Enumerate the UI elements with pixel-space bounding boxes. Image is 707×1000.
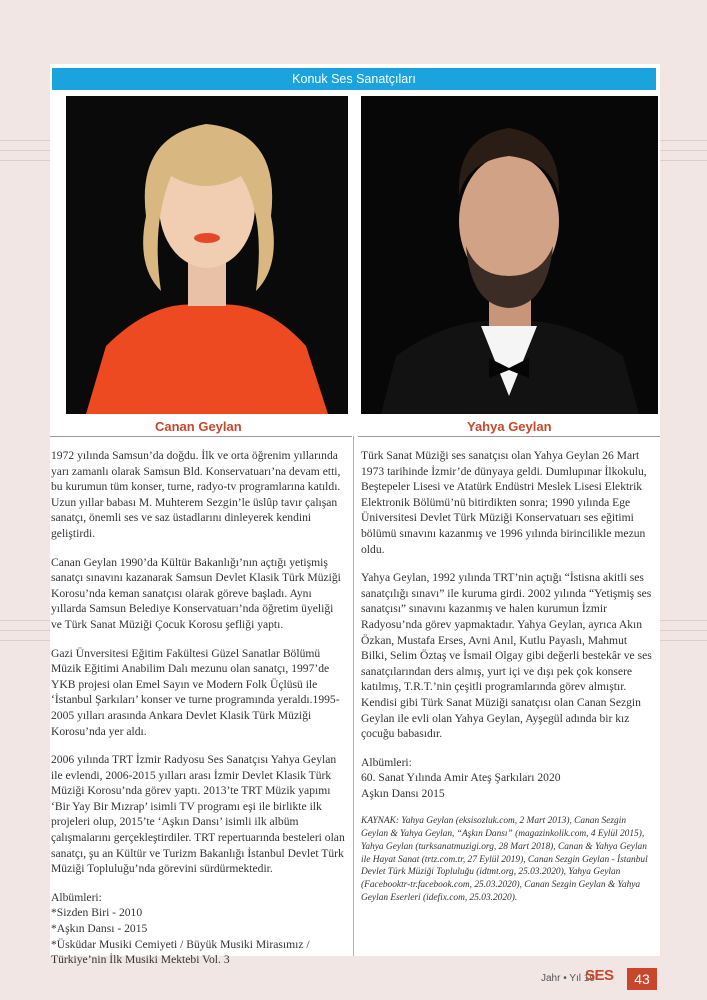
page-number: 43 (627, 968, 657, 990)
name-yahya-geylan: Yahya Geylan (467, 419, 552, 434)
biography-paragraph: Yahya Geylan, 1992 yılında TRT’nin açtığı “İstisna akitli ses sanatçılığı sınavı” ile kuruma girdi. 2002 yılında “Yetişmiş ses sanatçısı” sınavını kazanmış ve halen kurumun İzmir Radyosu’nda görev yapmaktadır. Yahya Geylan, ayrıca Akın Özkan, Mustafa Erses, Avni Anıl, Kutlu Payaslı, Mahmut Bilki, Selim Öztaş ve İsmail Olgay gibi değerli bestekâr ve ses sanatçılarından ders almış, yurt içi ve dışı pek çok konsere katılmış, T.R.T.’nin çeşitli programlarında görev almıştır. Kendisi gibi Türk Sanat Müziği sanatçısı olan Canan Sezgin Geylan ile evli olan Yahya Geylan, Ayşegül adında bir kız çocuğu babasıdır. (361, 571, 652, 741)
album-item: Aşkın Dansı 2015 (361, 786, 445, 800)
album-item: *Sizden Biri - 2010 (51, 906, 143, 920)
issue-label: Jahr • Yıl 19 (541, 973, 595, 984)
album-list (51, 890, 346, 968)
album-item: 60. Sanat Yılında Amir Ateş Şarkıları 2020 (361, 771, 561, 785)
album-heading: Albümleri: (51, 890, 102, 904)
magazine-logo (585, 967, 625, 985)
name-underline (358, 436, 660, 437)
biography-paragraph: 2006 yılında TRT İzmir Radyosu Ses Sanatçısı Yahya Geylan ile evlendi, 2006-2015 yılları arası İzmir Devlet Klasik Türk Müziği Korosu’nda görev yaptı. 2013’te TRT Müzik yapımı ‘Bir Yay Bir Mızrap’ isimli TV programı eşi ile birlikte ilk projeleri olup, 2015’te ‘Aşkın Dansı’ isimli ilk albüm çalışmalarını gerçekleştirdiler. TRT repertuarında besteleri olan sanatçı, şu an Kültür ve Turizm Bakanlığı İstanbul Devlet Türk Müziği Topluluğu’nda görevini sürdürmektedir. (51, 753, 345, 876)
biography-paragraph: Gazi Ünversitesi Eğitim Fakültesi Güzel Sanatlar Bölümü Müzik Eğitimi Anabilim Dalı mezunu olan sanatçı, 1997’de YKB projesi olan Emel Sayın ve Modern Folk Üçlüsü ile ‘İstanbul Şarkıları’ konser ve turne programında yeraldı.1995-2005 yılları arasında Ankara Devlet Klasik Türk Müziği Korosu’nda yer aldı. (51, 646, 340, 738)
biography-paragraph: Canan Geylan 1990’da Kültür Bakanlığı’nın açtığı yetişmiş sanatçı sınavını kazanarak Samsun Devlet Klasik Türk Müziği Korosu’nda keman sanatçısı olarak göreve başladı. Aynı yıllarda Samsun Belediye Konservatuarı’nda öğretim üyeliği ve Türk Sanat Müziği Çocuk Korosu şefliği yaptı. (51, 555, 341, 631)
sources-note: KAYNAK: Yahya Geylan (eksisozluk.com, 2 Mart 2013), Canan Sezgin Geylan & Yahya Geylan, “Aşkın Dansı” (magazinkolik.com, 4 Eylül 2015), Yahya Geylan (turksanatmuzigi.org, 28 Mart 2018), Canan & Yahya Geylan ile Hayat Sanat (trtz.com.tr, 27 Eylül 2019), Canan Sezgin Geylan - İstanbul Devlet Türk Müziği Topluluğu (idtmt.org, 25.03.2020), Yahya Geylan (Facebooktr-tr.facebook.com, 25.03.2020), Canan Sezgin Geylan & Yahya Geylan Eserleri (idefix.com, 25.03.2020). (361, 816, 648, 903)
name-underline (50, 436, 352, 437)
canan-biography (51, 448, 346, 968)
yahya-biography (361, 448, 655, 904)
biography-paragraph: Türk Sanat Müziği ses sanatçısı olan Yahya Geylan 26 Mart 1973 tarihinde İzmir’de dünyaya geldi. Dumlupınar İlkokulu, Beştepeler Lisesi ve Atatürk Endüstri Meslek Lisesi Elektrik Elektronik Bölümü’nü bitirdikten sonra; 1990 yılında Ege Üniversitesi Devlet Türk Müziği Konservatuarı ses eğitimi bölümü sınavını kazanmış ve 1996 yılında birincilikle mezun oldu. (361, 449, 647, 556)
album-item: *Üsküdar Musiki Cemiyeti / Büyük Musiki Mirasımız / Türkiye’nin İlk Musiki Mektebi Vol. 3 (51, 937, 310, 967)
name-canan-geylan: Canan Geylan (155, 419, 242, 434)
album-item: *Aşkın Dansı - 2015 (51, 922, 148, 936)
album-list (361, 755, 655, 802)
portrait-canan-geylan (66, 96, 348, 414)
column-divider (353, 436, 354, 956)
album-heading: Albümleri: (361, 755, 412, 769)
section-title: Konuk Ses Sanatçıları (52, 68, 656, 90)
biography-paragraph: 1972 yılında Samsun’da doğdu. İlk ve orta öğrenim yıllarında yarı zamanlı olarak Samsun Bld. Konservatuarı’na devam etti, bu kurumun tüm konser, turne, radyo-tv programlarına katıldı. Uzun yıllar babası M. Muhterem Sezgin’le üslûp tavır çalışan sanatçı, önemli ses ve saz üstadlarını dinleyerek kendini geliştirdi. (51, 449, 341, 540)
portrait-yahya-geylan (361, 96, 658, 414)
logo-text: SES (585, 967, 614, 984)
